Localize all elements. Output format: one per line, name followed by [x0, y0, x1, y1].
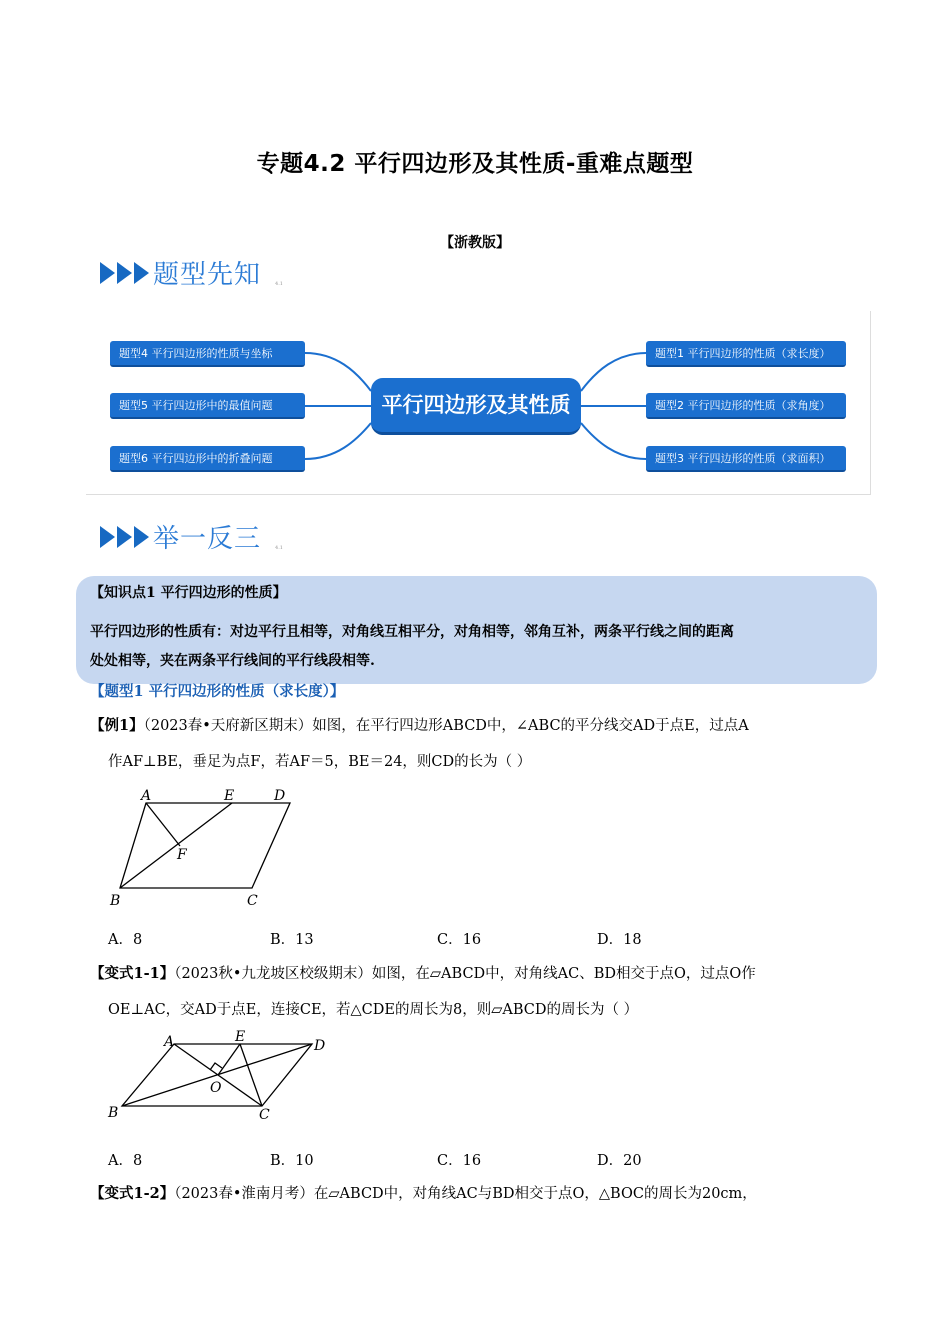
- fig2-label-b: B: [108, 1105, 119, 1121]
- variant1-1-option-d: D．20: [597, 1153, 642, 1169]
- knowledge-title: 【知识点1 平行四边形的性质】: [90, 585, 287, 601]
- fig1-label-c: C: [247, 893, 258, 909]
- knowledge-line-2: 处处相等，夹在两条平行线间的平行线段相等.: [90, 653, 375, 669]
- mindmap-node-type6: 题型6 平行四边形中的折叠问题: [110, 446, 305, 472]
- fig2-label-d: D: [314, 1038, 326, 1054]
- variant1-1-option-a: A．8: [108, 1153, 143, 1169]
- example1-figure: [104, 784, 304, 910]
- variant1-1-figure: [104, 1030, 344, 1126]
- variant1-1-line-2: OE⊥AC，交AD于点E，连接CE，若△CDE的周长为8，则▱ABCD的周长为（ ）: [108, 1002, 639, 1018]
- knowledge-body: [90, 618, 872, 676]
- section-heading-practice: [100, 518, 283, 555]
- variant1-2-label: 【变式1-2】: [90, 1185, 175, 1202]
- section-heading-text: 举一反三: [153, 524, 262, 554]
- variant1-1-option-b: B．10: [270, 1153, 314, 1169]
- type1-heading: 【题型1 平行四边形的性质（求长度）】: [90, 683, 345, 700]
- triple-arrow-icon: [100, 526, 149, 548]
- fig1-label-d: D: [274, 788, 286, 804]
- example1-option-c: C．16: [437, 932, 482, 948]
- mindmap-node-type4: 题型4 平行四边形的性质与坐标: [110, 341, 305, 367]
- variant1-1-line-1: （2023秋•九龙坡区校级期末）如图，在▱ABCD中，对角线AC、BD相交于点O，过点O作: [174, 966, 756, 982]
- mindmap-node-type2: 题型2 平行四边形的性质（求角度）: [646, 393, 846, 419]
- edition-label: 【浙教版】: [440, 235, 510, 251]
- fig1-label-b: B: [110, 893, 121, 909]
- fig2-label-o: O: [210, 1080, 222, 1096]
- example1-option-b: B．13: [270, 932, 314, 948]
- example1-label: 【例1】: [90, 717, 144, 734]
- fig2-label-c: C: [259, 1107, 270, 1123]
- fig2-label-e: E: [235, 1030, 246, 1045]
- example1-text: [90, 708, 880, 780]
- mindmap-center: 平行四边形及其性质: [371, 378, 581, 435]
- mindmap-node-type1: 题型1 平行四边形的性质（求长度）: [646, 341, 846, 367]
- variant1-1-text: [90, 956, 880, 1028]
- example1-option-d: D．18: [597, 932, 642, 948]
- fig1-label-e: E: [224, 788, 235, 804]
- section-tiny-mark: 4.1: [275, 280, 283, 287]
- variant1-1-label: 【变式1-1】: [90, 965, 175, 982]
- page-title: 专题4.2 平行四边形及其性质-重难点题型: [256, 151, 694, 177]
- example1-option-a: A．8: [108, 932, 143, 948]
- variant1-2-text: [90, 1176, 880, 1212]
- knowledge-line-1: 平行四边形的性质有：对边平行且相等，对角线互相平分，对角相等，邻角互补，两条平行线之间的距离: [90, 624, 734, 640]
- example1-line-2: 作AF⊥BE，垂足为点F，若AF＝5，BE＝24，则CD的长为（ ）: [108, 754, 532, 770]
- section-tiny-mark: 4.1: [275, 544, 283, 551]
- fig1-label-a: A: [141, 788, 152, 804]
- example1-line-1: （2023春•天府新区期末）如图，在平行四边形ABCD中，∠ABC的平分线交AD于点E，过点A: [143, 718, 749, 734]
- variant1-2-line-1: （2023春•淮南月考）在▱ABCD中，对角线AC与BD相交于点O，△BOC的周长为20cm，: [174, 1186, 757, 1202]
- fig2-label-a: A: [164, 1034, 175, 1050]
- mindmap: [86, 311, 871, 495]
- variant1-1-option-c: C．16: [437, 1153, 482, 1169]
- triple-arrow-icon: [100, 262, 149, 284]
- section-heading-text: 题型先知: [153, 260, 262, 290]
- section-heading-preview: [100, 254, 283, 291]
- mindmap-node-type3: 题型3 平行四边形的性质（求面积）: [646, 446, 846, 472]
- fig1-label-f: F: [177, 847, 187, 863]
- mindmap-node-type5: 题型5 平行四边形中的最值问题: [110, 393, 305, 419]
